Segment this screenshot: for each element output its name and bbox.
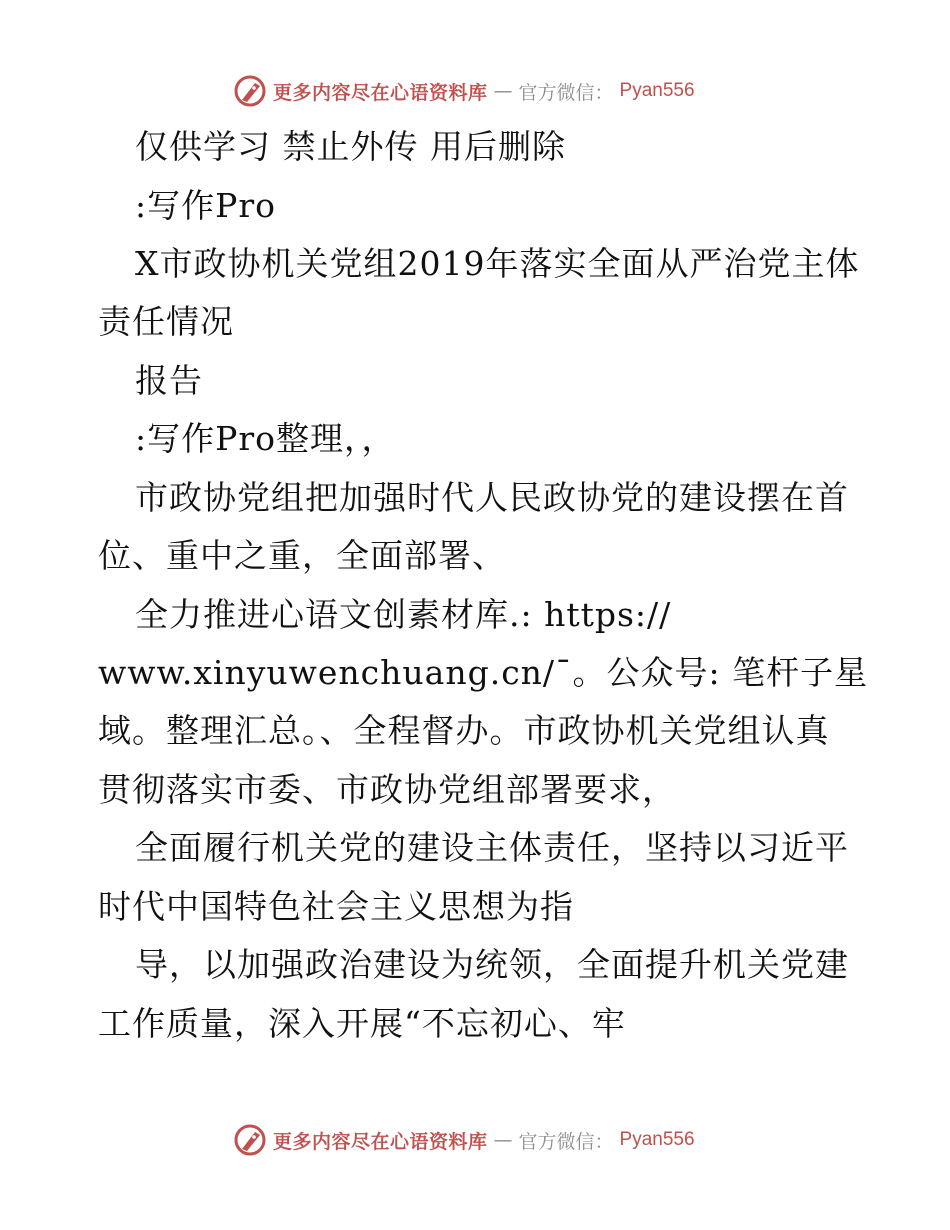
text-line: 全面履行机关党的建设主体责任，坚持以习近平 <box>135 828 849 867</box>
watermark-dash: — <box>493 1129 513 1151</box>
watermark-official-label: 官方微信： <box>518 1130 614 1153</box>
pen-nib-circle-logo-icon <box>233 74 267 108</box>
watermark-official-label: 官方微信： <box>518 81 614 104</box>
text-line: 时代中国特色社会主义思想为指 <box>98 887 574 926</box>
text-line: 位、重中之重，全面部署、 <box>98 536 506 575</box>
text-line: X市政协机关党组2019年落实全面从严治党主体 <box>135 244 860 283</box>
text-line: 报告 <box>135 361 203 400</box>
watermark-wechat-id: Pyan556 <box>619 80 695 101</box>
pen-nib-circle-logo-icon <box>233 1123 267 1157</box>
text-line: 工作质量，深入开展“不忘初心、牢 <box>98 1004 626 1043</box>
header-watermark <box>233 73 695 109</box>
text-line: 仅供学习 禁止外传 用后删除 <box>135 127 566 166</box>
footer-watermark <box>233 1122 695 1158</box>
text-line: 市政协党组把加强时代人民政协党的建设摆在首 <box>135 478 849 517</box>
text-line: 责任情况 <box>98 302 234 341</box>
text-line: 导，以加强政治建设为统领，全面提升机关党建 <box>135 945 849 984</box>
watermark-main-text: 更多内容尽在心语资料库 <box>273 81 488 104</box>
watermark-dash: — <box>493 80 513 102</box>
text-line: 域。整理汇总。、全程督办。市政协机关党组认真 <box>98 711 830 750</box>
text-line: :写作Pro <box>135 186 276 225</box>
text-line: 全力推进心语文创素材库.: https:// <box>135 595 672 634</box>
text-line: :写作Pro整理，， <box>135 419 396 458</box>
watermark-wechat-id: Pyan556 <box>619 1129 695 1150</box>
watermark-main-text: 更多内容尽在心语资料库 <box>273 1130 488 1153</box>
text-line: 贯彻落实市委、市政协党组部署要求， <box>98 770 676 809</box>
text-line: www.xinyuwenchuang.cn/ˉ。公众号: 笔杆子星 <box>98 653 869 692</box>
